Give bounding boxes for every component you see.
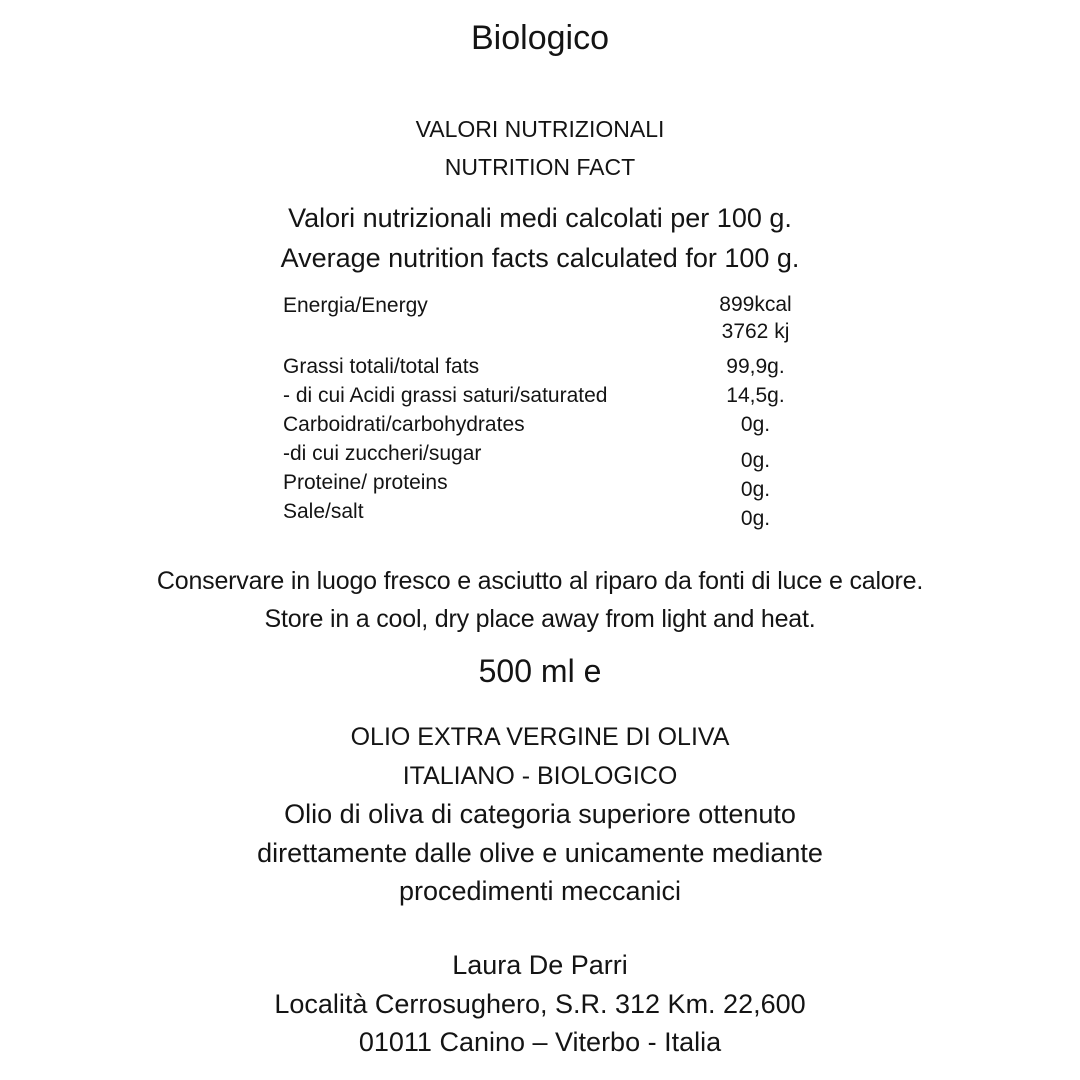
storage-instructions-en: Store in a cool, dry place away from light and heat. <box>264 605 816 633</box>
nutrition-value: 14,5g. <box>726 384 785 407</box>
nutrition-row-carbohydrates <box>283 410 823 439</box>
producer-address: Località Cerrosughero, S.R. 312 Km. 22,600 <box>274 988 806 1019</box>
nutrition-row-saturated-fats <box>283 381 823 410</box>
nutrition-label: -di cui zuccheri/sugar <box>283 442 482 465</box>
product-description-line3: procedimenti meccanici <box>398 876 682 906</box>
product-description-line1: Olio di oliva di categoria superiore ottenuto <box>284 799 796 829</box>
net-volume: 500 ml e <box>478 653 602 689</box>
nutrition-heading <box>0 110 1080 186</box>
nutrition-label: Grassi totali/total fats <box>283 355 480 378</box>
producer-info <box>0 946 1080 1062</box>
product-type: OLIO EXTRA VERGINE DI OLIVA <box>350 723 730 751</box>
nutrition-intro-en: Average nutrition facts calculated for 100 g. <box>280 243 800 273</box>
nutrition-intro <box>0 198 1080 278</box>
nutrition-label: Sale/salt <box>283 500 364 523</box>
producer-name: Laura De Parri <box>452 950 628 980</box>
product-description-line2: direttamente dalle olive e unicamente mediante <box>257 837 823 868</box>
storage-instructions <box>0 562 1080 638</box>
nutrition-label: Carboidrati/carbohydrates <box>283 413 525 436</box>
product-name-title: Biologico <box>471 19 609 57</box>
storage-instructions-it: Conservare in luogo fresco e asciutto al riparo da fonti di luce e calore. <box>156 567 924 595</box>
nutrition-table <box>283 291 823 530</box>
nutrition-row-energy <box>283 291 823 345</box>
nutrition-value-kcal: 899kcal <box>719 293 792 316</box>
product-origin: ITALIANO - BIOLOGICO <box>402 761 678 790</box>
nutrition-heading-en: NUTRITION FACT <box>444 154 636 180</box>
nutrition-row-total-fats <box>283 352 823 381</box>
nutrition-value <box>698 291 813 345</box>
product-description <box>0 718 1080 911</box>
nutrition-value: 0g. <box>740 413 771 436</box>
nutrition-label: Energia/Energy <box>283 294 428 317</box>
nutrition-heading-it: VALORI NUTRIZIONALI <box>415 116 665 142</box>
nutrition-intro-it: Valori nutrizionali medi calcolati per 100 g. <box>288 203 792 233</box>
nutrition-value-kj: 3762 kj <box>721 320 790 343</box>
nutrition-value: 0g. <box>740 507 771 530</box>
nutrition-value: 99,9g. <box>726 355 785 378</box>
nutrition-label: Proteine/ proteins <box>283 471 448 494</box>
producer-city: 01011 Canino – Viterbo - Italia <box>358 1027 722 1057</box>
nutrition-label: - di cui Acidi grassi saturi/saturated <box>283 384 608 407</box>
nutrition-value: 0g. <box>740 449 771 472</box>
nutrition-row-sugar <box>283 439 823 472</box>
nutrition-value: 0g. <box>740 478 771 501</box>
